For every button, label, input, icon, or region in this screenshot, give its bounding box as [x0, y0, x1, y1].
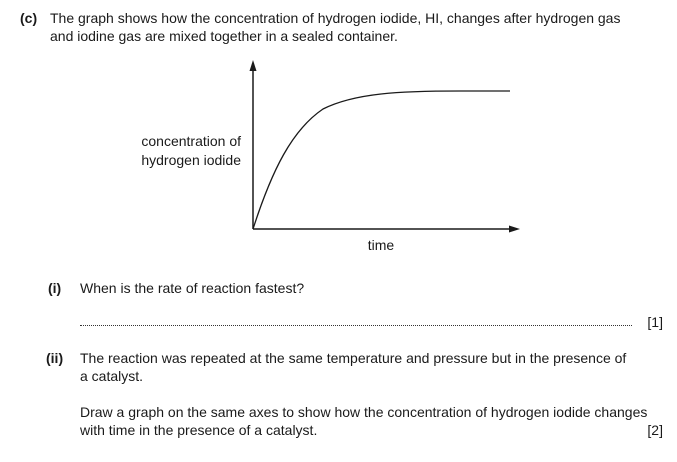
part-i-marks: [1] — [647, 314, 663, 330]
y-axis-label-line-1: concentration of — [141, 133, 241, 149]
part-c-text-line-2: and iodine gas are mixed together in a sealed container. — [50, 28, 398, 44]
part-ii-text-line-1: The reaction was repeated at the same temperature and pressure but in the presence of — [80, 350, 627, 366]
part-ii-label: (ii) — [46, 350, 64, 366]
part-ii-text-line-2: a catalyst. — [80, 368, 144, 384]
part-i-question: When is the rate of reaction fastest? — [80, 280, 305, 296]
y-axis-arrow — [250, 60, 257, 71]
part-c-text-line-1: The graph shows how the concentration of hydrogen iodide, HI, changes after hydrogen gas — [50, 10, 621, 26]
part-i-answer-line[interactable] — [80, 325, 632, 326]
hi-concentration-curve — [253, 91, 510, 229]
part-i-label: (i) — [48, 280, 62, 296]
x-axis-arrow — [509, 226, 520, 233]
part-ii-instruction-line-1: Draw a graph on the same axes to show how the concentration of hydrogen iodide changes — [80, 404, 648, 420]
part-c-label: (c) — [20, 10, 38, 26]
y-axis-label-line-2: hydrogen iodide — [141, 152, 241, 168]
part-ii-marks: [2] — [647, 422, 663, 438]
part-ii-instruction-line-2: with time in the presence of a catalyst. — [80, 422, 318, 438]
x-axis-label: time — [367, 237, 395, 253]
